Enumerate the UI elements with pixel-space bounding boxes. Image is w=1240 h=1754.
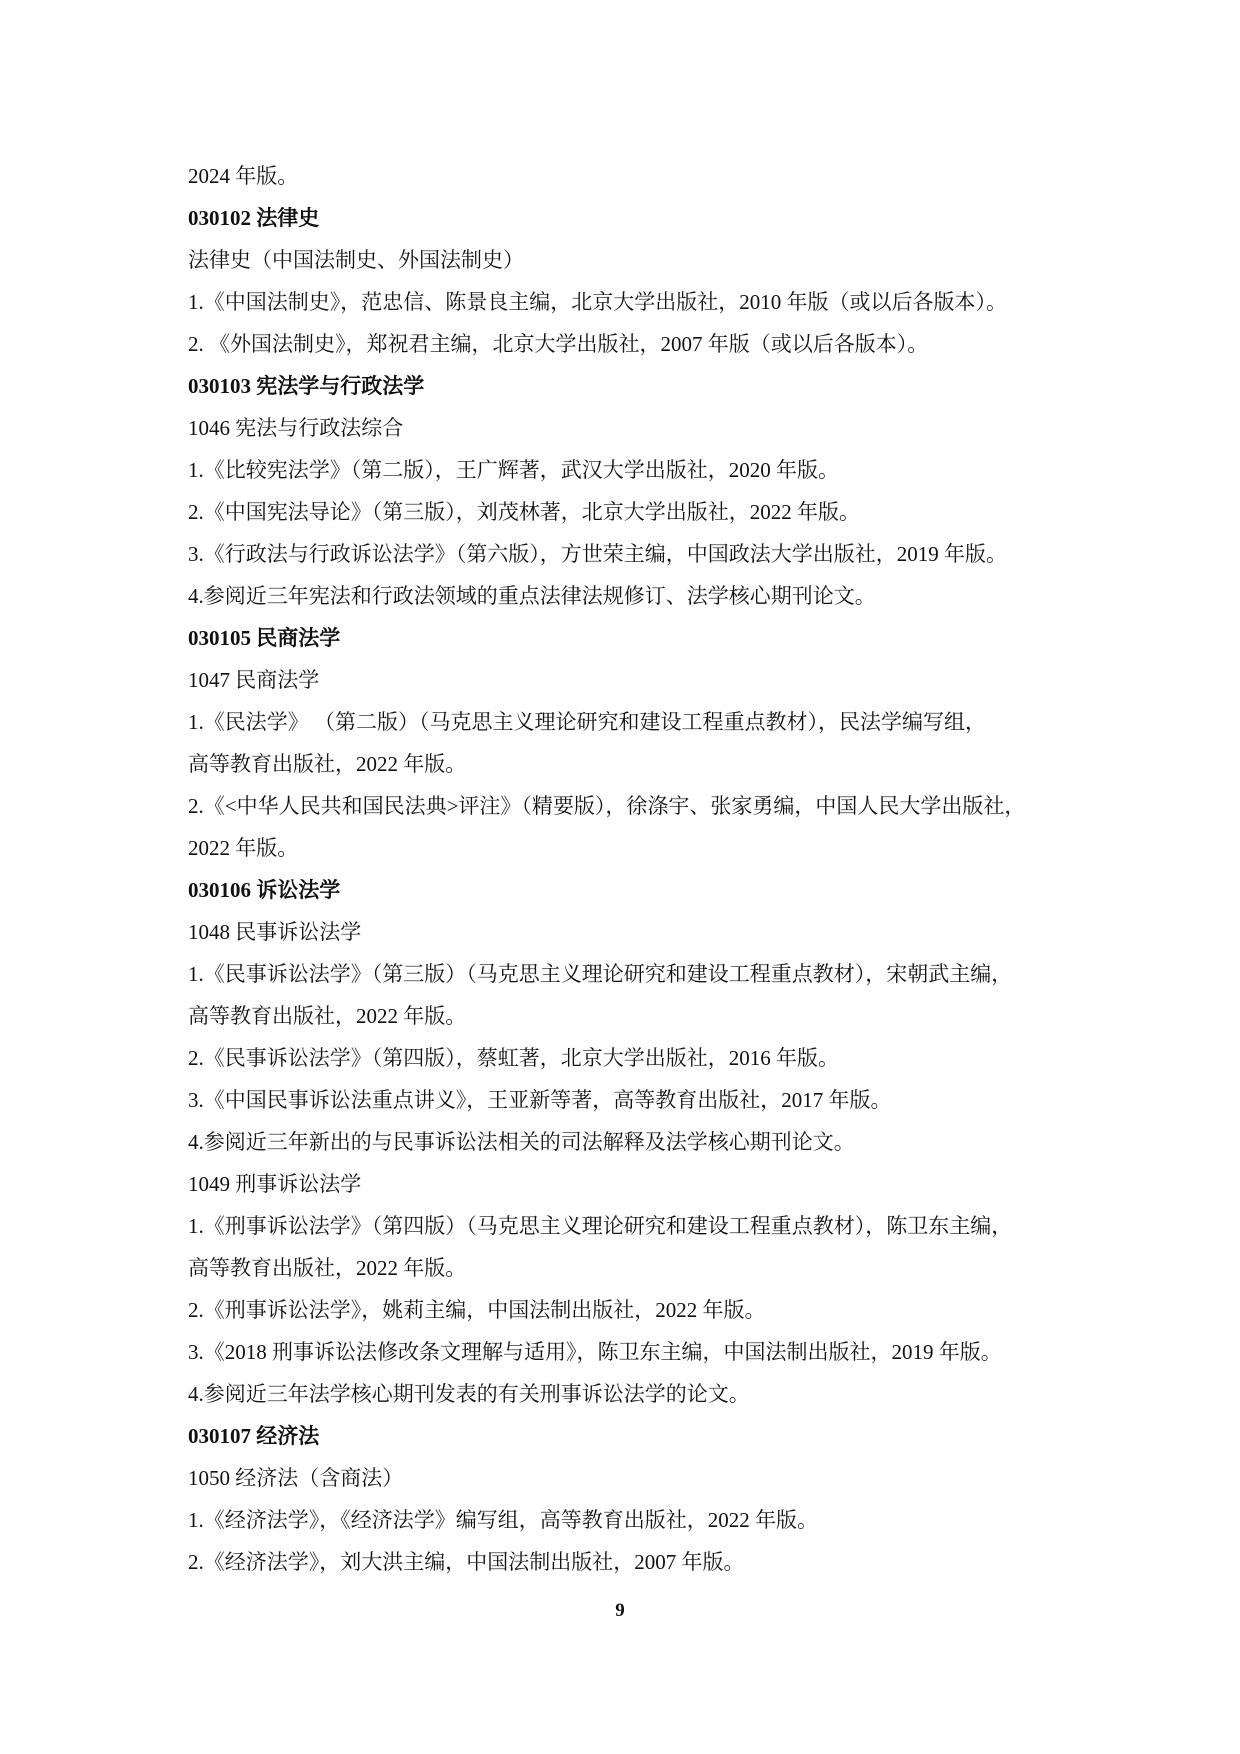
text-line: 2.《刑事诉讼法学》，姚莉主编，中国法制出版社，2022 年版。 xyxy=(188,1298,766,1322)
text-line: 法律史（中国法制史、外国法制史） xyxy=(188,248,524,272)
text-line: 高等教育出版社，2022 年版。 xyxy=(188,1256,467,1280)
page-number: 9 xyxy=(615,1600,625,1621)
section-heading: 030105 民商法学 xyxy=(188,626,341,650)
text-line: 高等教育出版社，2022 年版。 xyxy=(188,1004,467,1028)
text-line: 2024 年版。 xyxy=(188,164,299,188)
text-line: 4.参阅近三年新出的与民事诉讼法相关的司法解释及法学核心期刊论文。 xyxy=(188,1130,855,1154)
section-heading: 030106 诉讼法学 xyxy=(188,878,341,902)
text-line: 高等教育出版社，2022 年版。 xyxy=(188,752,467,776)
section-heading: 030107 经济法 xyxy=(188,1424,320,1448)
text-line: 2.《中国宪法导论》（第三版），刘茂林著，北京大学出版社，2022 年版。 xyxy=(188,500,860,524)
text-line: 1.《民事诉讼法学》（第三版）（马克思主义理论研究和建设工程重点教材），宋朝武主编， xyxy=(188,962,1013,986)
text-line: 1050 经济法（含商法） xyxy=(188,1466,404,1490)
text-line: 1.《刑事诉讼法学》（第四版）（马克思主义理论研究和建设工程重点教材），陈卫东主编， xyxy=(188,1214,1013,1238)
text-line: 1.《经济法学》，《经济法学》编写组，高等教育出版社，2022 年版。 xyxy=(188,1508,818,1532)
text-line: 4.参阅近三年宪法和行政法领域的重点法律法规修订、法学核心期刊论文。 xyxy=(188,584,876,608)
text-line: 1046 宪法与行政法综合 xyxy=(188,416,404,440)
text-line: 2022 年版。 xyxy=(188,836,299,860)
text-line: 1049 刑事诉讼法学 xyxy=(188,1172,362,1196)
section-heading: 030102 法律史 xyxy=(188,206,320,230)
text-line: 2.《经济法学》，刘大洪主编，中国法制出版社，2007 年版。 xyxy=(188,1550,745,1574)
text-line: 1048 民事诉讼法学 xyxy=(188,920,362,944)
text-line: 3.《2018 刑事诉讼法修改条文理解与适用》，陈卫东主编，中国法制出版社，2019 年版。 xyxy=(188,1340,1002,1364)
text-line: 3.《行政法与行政诉讼法学》（第六版），方世荣主编，中国政法大学出版社，2019 年版。 xyxy=(188,542,1007,566)
text-line: 1047 民商法学 xyxy=(188,668,320,692)
text-line: 1.《民法学》 （第二版）（马克思主义理论研究和建设工程重点教材），民法学编写组， xyxy=(188,710,986,734)
text-line: 3.《中国民事诉讼法重点讲义》，王亚新等著，高等教育出版社，2017 年版。 xyxy=(188,1088,892,1112)
text-line: 1.《中国法制史》，范忠信、陈景良主编，北京大学出版社，2010 年版（或以后各版本）。 xyxy=(188,290,1007,314)
text-line: 2. 《外国法制史》，郑祝君主编，北京大学出版社，2007 年版（或以后各版本）。 xyxy=(188,332,929,356)
document-body xyxy=(188,155,1088,1583)
text-line: 2.《<中华人民共和国民法典>评注》（精要版），徐涤宇、张家勇编，中国人民大学出版社， xyxy=(188,794,1026,818)
section-heading: 030103 宪法学与行政法学 xyxy=(188,374,425,398)
text-line: 1.《比较宪法学》（第二版），王广辉著，武汉大学出版社，2020 年版。 xyxy=(188,458,839,482)
text-line: 2.《民事诉讼法学》（第四版），蔡虹著，北京大学出版社，2016 年版。 xyxy=(188,1046,839,1070)
text-line: 4.参阅近三年法学核心期刊发表的有关刑事诉讼法学的论文。 xyxy=(188,1382,750,1406)
